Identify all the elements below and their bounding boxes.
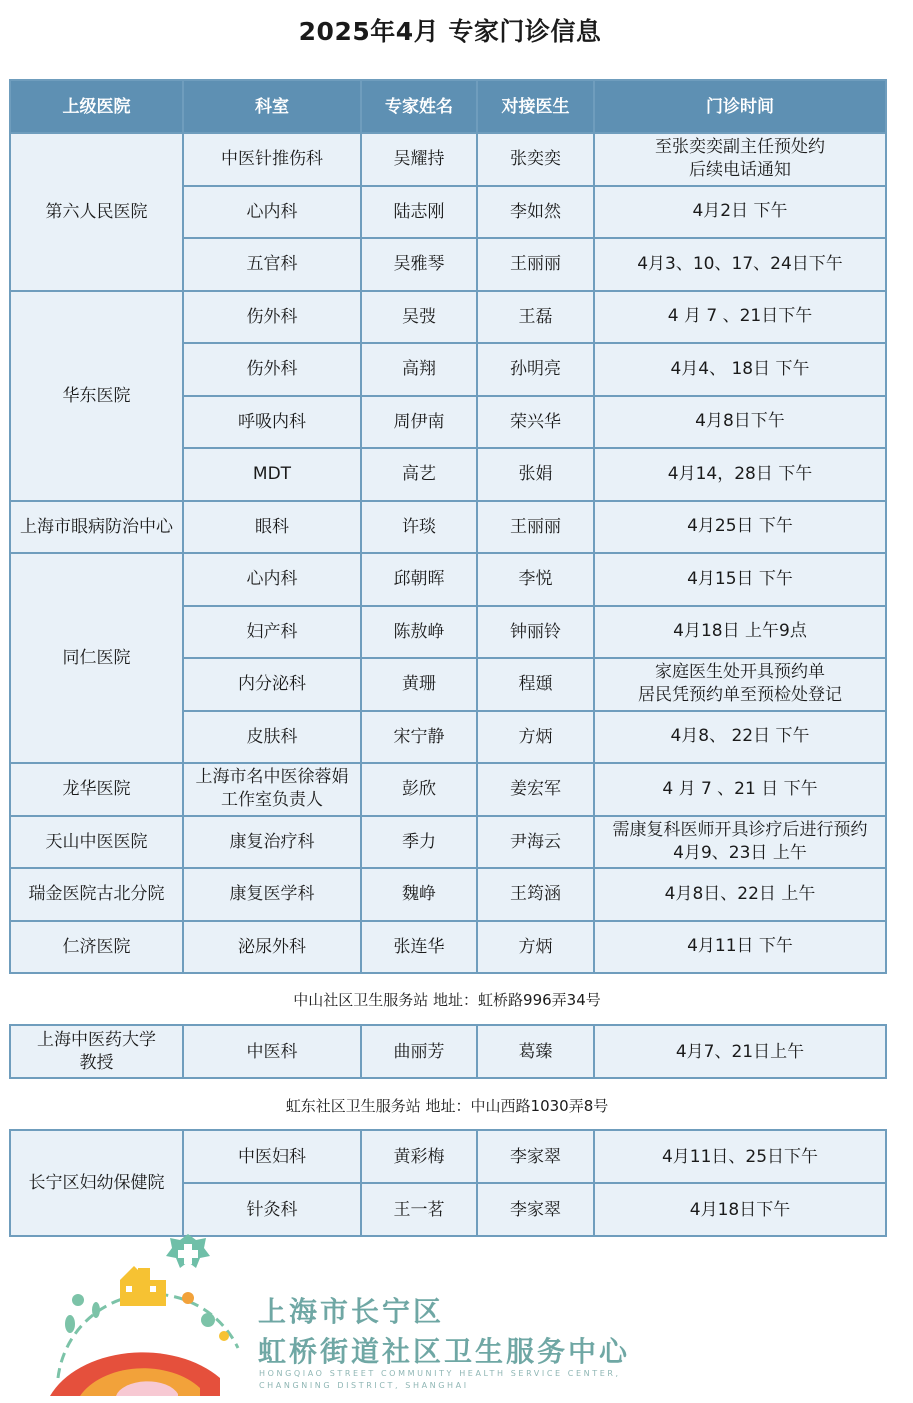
doctor-cell: 方炳 [477, 711, 594, 764]
expert-cell: 高翔 [361, 343, 477, 396]
org-english-line2: CHANGNING DISTRICT, SHANGHAI [259, 1381, 469, 1390]
hospital-cell: 华东医院 [10, 291, 183, 501]
department-cell [183, 763, 361, 816]
time-cell: 4月11日、25日下午 [594, 1130, 886, 1183]
hospital-cell [10, 1025, 183, 1078]
expert-cell: 周伊南 [361, 396, 477, 449]
expert-cell: 宋宁静 [361, 711, 477, 764]
time-line: 至张奕奕副主任预处约 [655, 137, 825, 158]
table-row [10, 1025, 886, 1078]
doctor-cell: 李如然 [477, 186, 594, 239]
time-line: 4月15日 下午 [687, 568, 793, 589]
hospital-cell: 龙华医院 [10, 763, 183, 816]
time-line: 4月4、 18日 下午 [670, 358, 810, 379]
doctor-cell: 李家翠 [477, 1183, 594, 1236]
hospital-cell: 瑞金医院古北分院 [10, 868, 183, 921]
doctor-cell: 张娟 [477, 448, 594, 501]
header-time: 门诊时间 [594, 80, 886, 133]
org-name-line1: 上海市长宁区 [258, 1295, 445, 1328]
table-row [10, 921, 886, 974]
time-cell [594, 606, 886, 659]
time-cell [594, 186, 886, 239]
department-cell: 中医针推伤科 [183, 133, 361, 186]
time-cell [594, 133, 886, 186]
expert-cell: 许琰 [361, 501, 477, 554]
doctor-cell: 张奕奕 [477, 133, 594, 186]
time-cell [594, 448, 886, 501]
expert-cell: 吴弢 [361, 291, 477, 344]
time-cell [594, 816, 886, 869]
table-row [10, 553, 886, 606]
time-cell [594, 868, 886, 921]
time-cell [594, 658, 886, 711]
department-line: 工作室负责人 [221, 790, 323, 811]
department-cell: MDT [183, 448, 361, 501]
hospital-cell: 长宁区妇幼保健院 [10, 1130, 183, 1236]
time-line: 4月11日 下午 [687, 936, 793, 957]
expert-cell: 王一茗 [361, 1183, 477, 1236]
time-line: 需康复科医师开具诊疗后进行预约 [612, 819, 868, 840]
doctor-cell: 孙明亮 [477, 343, 594, 396]
department-cell: 伤外科 [183, 291, 361, 344]
hospital-cell: 第六人民医院 [10, 133, 183, 291]
department-cell: 眼科 [183, 501, 361, 554]
doctor-cell: 程頲 [477, 658, 594, 711]
time-line: 4月25日 下午 [687, 516, 793, 537]
header-expert: 专家姓名 [361, 80, 477, 133]
table-row [10, 816, 886, 869]
expert-cell: 陆志刚 [361, 186, 477, 239]
doctor-cell: 李悦 [477, 553, 594, 606]
time-cell [594, 711, 886, 764]
expert-cell: 高艺 [361, 448, 477, 501]
table-row [10, 291, 886, 344]
time-cell [594, 763, 886, 816]
doctor-cell: 王丽丽 [477, 501, 594, 554]
time-line: 后续电话通知 [689, 160, 791, 181]
time-cell [594, 396, 886, 449]
department-cell: 五官科 [183, 238, 361, 291]
doctor-cell: 李家翠 [477, 1130, 594, 1183]
doctor-cell: 荣兴华 [477, 396, 594, 449]
org-name-line2: 虹桥街道社区卫生服务中心 [258, 1335, 631, 1368]
hospital-cell: 天山中医医院 [10, 816, 183, 869]
time-line: 4 月 7 、21 日 下午 [662, 778, 818, 799]
doctor-cell: 王磊 [477, 291, 594, 344]
time-line: 4月18日 上午9点 [673, 621, 807, 642]
header-department: 科室 [183, 80, 361, 133]
department-cell: 呼吸内科 [183, 396, 361, 449]
station-address-note: 中山社区卫生服务站 地址：虹桥路996弄34号 [293, 991, 601, 1009]
hospital-cell: 上海市眼病防治中心 [10, 501, 183, 554]
table-row [10, 133, 886, 186]
doctor-cell: 方炳 [477, 921, 594, 974]
doctor-cell: 尹海云 [477, 816, 594, 869]
department-cell: 皮肤科 [183, 711, 361, 764]
time-line: 4月9、23日 上午 [673, 842, 807, 863]
time-line: 4月8日下午 [695, 411, 785, 432]
time-line: 居民凭预约单至预检处登记 [638, 685, 842, 706]
department-cell: 中医科 [183, 1025, 361, 1078]
expert-cell: 魏峥 [361, 868, 477, 921]
time-line: 4月14，28日 下午 [667, 463, 813, 484]
time-cell [594, 238, 886, 291]
time-cell [594, 291, 886, 344]
department-cell: 康复医学科 [183, 868, 361, 921]
expert-cell: 黄珊 [361, 658, 477, 711]
time-cell: 4月7、21日上午 [594, 1025, 886, 1078]
time-cell [594, 553, 886, 606]
department-cell: 内分泌科 [183, 658, 361, 711]
page-title: 2025年4月 专家门诊信息 [298, 17, 602, 46]
expert-cell: 邱朝晖 [361, 553, 477, 606]
expert-cell: 吴雅琴 [361, 238, 477, 291]
department-cell: 妇产科 [183, 606, 361, 659]
table-row [10, 763, 886, 816]
expert-cell: 张连华 [361, 921, 477, 974]
doctor-cell: 姜宏军 [477, 763, 594, 816]
department-line: 上海市名中医徐蓉娟 [195, 767, 349, 788]
schedule-table [9, 79, 887, 974]
expert-cell: 陈敖峥 [361, 606, 477, 659]
department-cell: 康复治疗科 [183, 816, 361, 869]
expert-cell: 彭欣 [361, 763, 477, 816]
schedule-body [10, 133, 886, 973]
health-center-logo-icon [38, 1228, 248, 1396]
org-english-line1: HONGQIAO STREET COMMUNITY HEALTH SERVICE CENTER, [259, 1369, 621, 1378]
expert-cell: 黄彩梅 [361, 1130, 477, 1183]
time-cell [594, 921, 886, 974]
department-cell: 伤外科 [183, 343, 361, 396]
hospital-name-line: 教授 [79, 1052, 114, 1073]
time-cell [594, 501, 886, 554]
expert-cell: 吴耀持 [361, 133, 477, 186]
time-cell [594, 343, 886, 396]
hospital-name-line: 上海中医药大学 [37, 1029, 156, 1050]
time-line: 4月8、 22日 下午 [670, 726, 810, 747]
time-cell: 4月18日下午 [594, 1183, 886, 1236]
header-doctor: 对接医生 [477, 80, 594, 133]
department-cell: 针灸科 [183, 1183, 361, 1236]
time-line: 4 月 7 、21日下午 [667, 306, 813, 327]
time-line: 家庭医生处开具预约单 [655, 662, 825, 683]
department-cell: 中医妇科 [183, 1130, 361, 1183]
header-row [10, 80, 886, 133]
table-row [10, 501, 886, 554]
department-cell: 心内科 [183, 553, 361, 606]
time-line: 4月8日、22日 上午 [664, 883, 816, 904]
time-line: 4月2日 下午 [692, 201, 788, 222]
doctor-cell: 王丽丽 [477, 238, 594, 291]
hospital-cell: 同仁医院 [10, 553, 183, 763]
table-row [10, 1130, 886, 1183]
expert-cell: 曲丽芳 [361, 1025, 477, 1078]
station-table-zhongshan [9, 1024, 887, 1079]
time-line: 4月3、10、17、24日下午 [637, 253, 843, 274]
station-table-hongdong [9, 1129, 887, 1237]
doctor-cell: 王筠涵 [477, 868, 594, 921]
doctor-cell: 钟丽铃 [477, 606, 594, 659]
hospital-cell: 仁济医院 [10, 921, 183, 974]
department-cell: 心内科 [183, 186, 361, 239]
header-hospital: 上级医院 [10, 80, 183, 133]
station-address-note: 虹东社区卫生服务站 地址：中山西路1030弄8号 [285, 1097, 609, 1115]
table-row [10, 868, 886, 921]
expert-cell: 季力 [361, 816, 477, 869]
department-cell: 泌尿外科 [183, 921, 361, 974]
doctor-cell: 葛臻 [477, 1025, 594, 1078]
